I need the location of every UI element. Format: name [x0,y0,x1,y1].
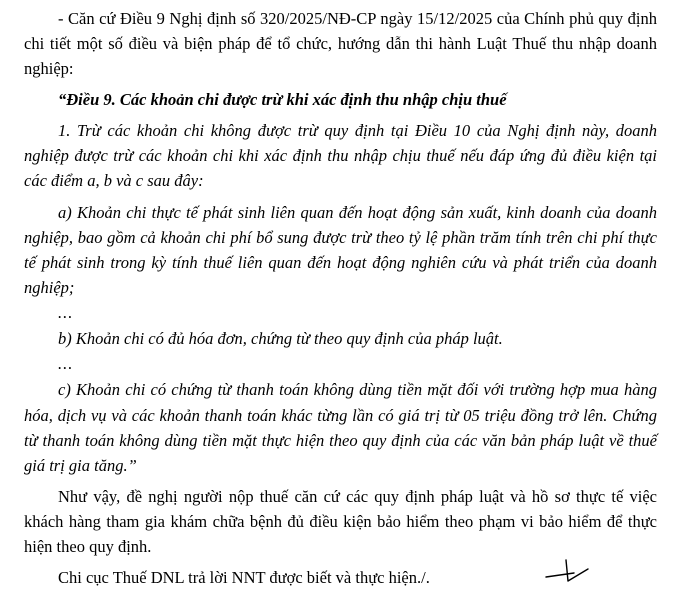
paragraph-closing: Chi cục Thuế DNL trả lời NNT được biết và thực hiện./. [58,568,430,588]
paragraph-point-a: a) Khoản chi thực tế phát sinh liên quan đến hoạt động sản xuất, kinh doanh của doanh nghiệp, bao gồm cả khoản chi phí bổ sung được trừ theo tỷ lệ phần trăm tính trên chi phí thực tế phát sinh trong kỳ tính thuế liên quan đến hoạt động nghiên cứu và phát triển của doanh nghiệp; [24,202,657,297]
paragraph-point-b: b) Khoản chi có đủ hóa đơn, chứng từ theo quy định của pháp luật. [58,329,503,349]
paragraph-ellipsis-2: ... [58,354,74,374]
paragraph-article-heading: “Điều 9. Các khoản chi được trừ khi xác định thu nhập chịu thuế [58,90,507,110]
paragraph-ellipsis-1: ... [58,302,74,322]
paragraph-clause-1: 1. Trừ các khoản chi không được trừ quy định tại Điều 10 của Nghị định này, doanh nghiệp được trừ các khoản chi khi xác định thu nhập chịu thuế nếu đáp ứng đủ điều kiện tại các điểm a, b và c sau đây: [24,121,657,191]
closing-block [24,565,657,590]
paragraph-conclusion: Như vậy, đề nghị người nộp thuế căn cứ các quy định pháp luật và hồ sơ thực tế việc khách hàng tham gia khám chữa bệnh đủ điều kiện bảo hiểm theo phạm vi bảo hiểm để thực hiện theo quy định. [24,486,657,556]
paragraph-point-c: c) Khoản chi có chứng từ thanh toán không dùng tiền mặt đối với trường hợp mua hàng hóa, dịch vụ và các khoản thanh toán khác từng lần có giá trị từ 05 triệu đồng trở lên. Chứng từ thanh toán không dùng tiền mặt thực hiện theo quy định của các văn bản pháp luật về thuế giá trị gia tăng.” [24,380,657,475]
paragraph-legal-basis: - Căn cứ Điều 9 Nghị định số 320/2025/NĐ-CP ngày 15/12/2025 của Chính phủ quy định chi tiết một số điều và biện pháp để tổ chức, hướng dẫn thi hành Luật Thuế thu nhập doanh nghiệp: [24,9,657,79]
